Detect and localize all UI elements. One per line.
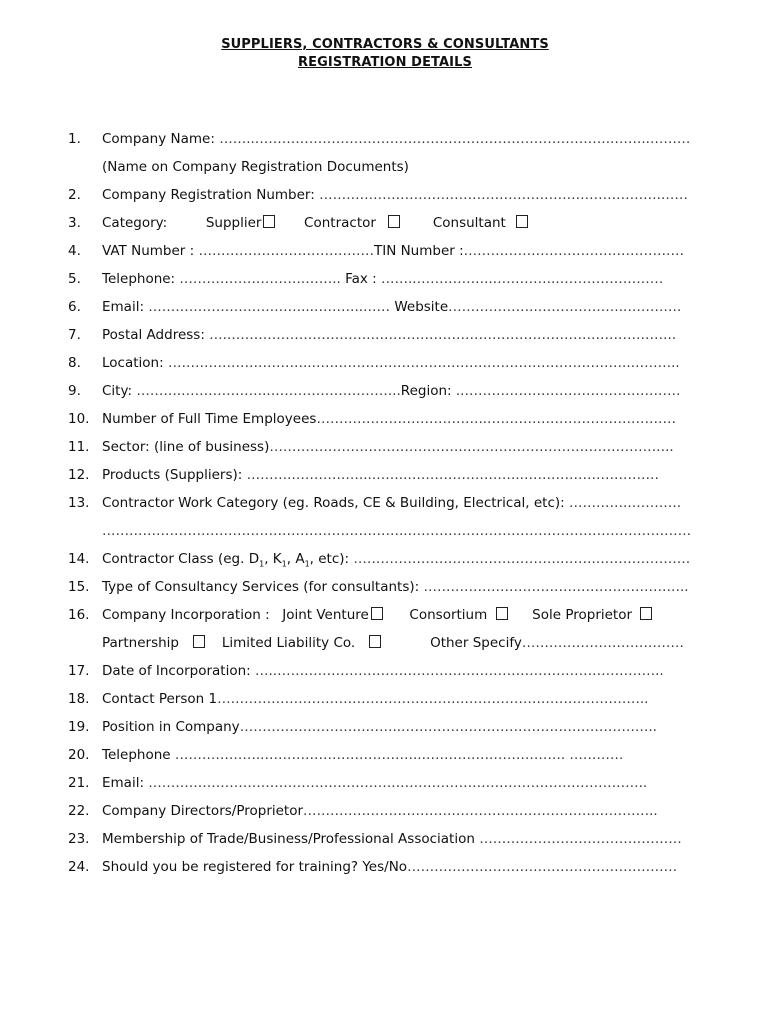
position-label: Position in Company	[102, 719, 240, 735]
item-number: 18.	[68, 691, 90, 707]
limited-liability-checkbox[interactable]	[369, 635, 381, 648]
item-number: 21.	[68, 775, 90, 791]
company-name-field[interactable]: ……..……………………………………………………………………..……..………	[219, 131, 691, 147]
other-specify-field[interactable]: ………………………………	[521, 635, 684, 651]
partnership-label: Partnership	[102, 635, 179, 651]
item-number: 20.	[68, 747, 90, 763]
region-field[interactable]: ..…………………………………………	[455, 383, 681, 399]
item-number: 10.	[68, 411, 90, 427]
consultancy-field[interactable]: …………………………………………………..	[423, 579, 689, 595]
item-number: 14.	[68, 551, 90, 567]
contractor-class-k: , K	[264, 551, 282, 567]
subscript: 1	[304, 559, 310, 569]
item-number: 23.	[68, 831, 90, 847]
joint-venture-label: Joint Venture	[282, 607, 369, 623]
training-field[interactable]: ……………………………………………………	[407, 859, 678, 875]
item-number: 17.	[68, 663, 90, 679]
employees-label: Number of Full Time Employees	[102, 411, 317, 427]
supplier-label: Supplier	[205, 215, 262, 231]
item-number: 24.	[68, 859, 90, 875]
sole-proprietor-label: Sole Proprietor	[532, 607, 633, 623]
contact-person-field[interactable]: ……………………………………………….…………………………………..	[217, 691, 649, 707]
products-label: Products (Suppliers):	[102, 467, 247, 483]
region-label: Region:	[400, 383, 456, 399]
membership-label: Membership of Trade/Business/Professional Association	[102, 831, 480, 847]
directors-label: Company Directors/Proprietor	[102, 803, 304, 819]
contractor-label: Contractor	[304, 215, 376, 231]
form-title-line2: REGISTRATION DETAILS	[298, 55, 472, 70]
contractor-checkbox[interactable]	[388, 215, 400, 228]
work-category-field[interactable]: ………….…………	[569, 495, 682, 511]
company-name-note: (Name on Company Registration Documents)	[102, 159, 409, 175]
email2-label: Email:	[102, 775, 149, 791]
subscript: 1	[281, 559, 287, 569]
item-number: 8.	[68, 355, 81, 371]
email2-field[interactable]: ……………………………………………….………………………………………………..	[148, 775, 648, 791]
item-number: 7.	[68, 327, 81, 343]
registration-number-label: Company Registration Number:	[102, 187, 320, 203]
limited-liability-label: Limited Liability Co.	[221, 635, 356, 651]
item-number: 2.	[68, 187, 81, 203]
item-number: 6.	[68, 299, 81, 315]
category-label: Category:	[102, 215, 168, 231]
location-field[interactable]: …………………………..……………………………………………………………..………..	[167, 355, 680, 371]
telephone-field[interactable]: ……………………….……..	[179, 271, 341, 287]
item-number: 13.	[68, 495, 90, 511]
fax-field[interactable]: ……..……………..…………..……………………	[381, 271, 664, 287]
date-incorporation-label: Date of Incorporation:	[102, 663, 255, 679]
item-number: 19.	[68, 719, 90, 735]
city-field[interactable]: ……….………………..………………………..	[136, 383, 401, 399]
directors-field[interactable]: …………………………….………………………….…………..	[303, 803, 658, 819]
postal-address-label: Postal Address:	[102, 327, 210, 343]
item-number: 4.	[68, 243, 81, 259]
contractor-class-end: , etc):	[309, 551, 354, 567]
partnership-checkbox[interactable]	[193, 635, 205, 648]
city-label: City:	[102, 383, 137, 399]
website-field[interactable]: ………………..………………..…………	[448, 299, 682, 315]
sector-label: Sector: (line of business)	[102, 439, 270, 455]
supplier-checkbox[interactable]	[263, 215, 275, 228]
fax-label: Fax :	[340, 271, 381, 287]
consultant-checkbox[interactable]	[516, 215, 528, 228]
item-number: 22.	[68, 803, 90, 819]
work-category-label: Contractor Work Category (eg. Roads, CE & Building, Electrical, etc):	[102, 495, 569, 511]
telephone2-field[interactable]: ………………..……………………………..…………….……………. …………	[174, 747, 624, 763]
form-title-line1: SUPPLIERS, CONTRACTORS & CONSULTANTS	[221, 37, 549, 52]
item-number: 3.	[68, 215, 81, 231]
other-specify-label: Other Specify	[430, 635, 522, 651]
contact-person-label: Contact Person 1	[102, 691, 218, 707]
item-number: 16.	[68, 607, 90, 623]
subscript: 1	[259, 559, 265, 569]
contractor-class-label: Contractor Class (eg. D	[102, 551, 260, 567]
consultancy-label: Type of Consultancy Services (for consultants):	[102, 579, 424, 595]
contractor-class-a: , A	[286, 551, 305, 567]
vat-field[interactable]: …………………………………	[198, 243, 374, 259]
tin-field[interactable]: …………………………….……………	[463, 243, 684, 259]
tin-label: TIN Number :	[373, 243, 464, 259]
joint-venture-checkbox[interactable]	[371, 607, 383, 620]
company-name-label: Company Name:	[102, 131, 220, 147]
membership-field[interactable]: ………………………………………	[479, 831, 682, 847]
website-label: Website	[390, 299, 449, 315]
telephone2-label: Telephone	[102, 747, 175, 763]
vat-label: VAT Number :	[102, 243, 199, 259]
employees-field[interactable]: ………………………………..……………………………………	[316, 411, 677, 427]
item-number: 15.	[68, 579, 90, 595]
consultant-label: Consultant	[432, 215, 506, 231]
location-label: Location:	[102, 355, 168, 371]
consortium-checkbox[interactable]	[496, 607, 508, 620]
products-field[interactable]: ……….……………...……..……………………..…………………………	[246, 467, 659, 483]
consortium-label: Consortium	[409, 607, 488, 623]
date-incorporation-field[interactable]: …..…………………………………………………………………………..	[254, 663, 664, 679]
work-category-field-line2[interactable]: …………………………………………………………..………………………………………………………	[102, 523, 692, 539]
item-number: 11.	[68, 439, 90, 455]
registration-number-field[interactable]: ………………………………………………………………….……	[319, 187, 688, 203]
position-field[interactable]: ……………………….……..……………………………….………………..	[239, 719, 657, 735]
training-label: Should you be registered for training? Yes/No	[102, 859, 408, 875]
email-field[interactable]: ……………………….……...………..……	[148, 299, 391, 315]
sector-field[interactable]: …………………………………….………………………………………..	[269, 439, 674, 455]
item-number: 12.	[68, 467, 90, 483]
email-label: Email:	[102, 299, 149, 315]
telephone-label: Telephone:	[102, 271, 180, 287]
item-number: 1.	[68, 131, 81, 147]
contractor-class-field[interactable]: ………………………………………..…….…………………	[353, 551, 691, 567]
item-number: 5.	[68, 271, 81, 287]
postal-address-field[interactable]: …..………………………….…………………………………………………………..	[209, 327, 677, 343]
incorporation-label: Company Incorporation :	[102, 607, 274, 623]
sole-proprietor-checkbox[interactable]	[640, 607, 652, 620]
item-number: 9.	[68, 383, 81, 399]
